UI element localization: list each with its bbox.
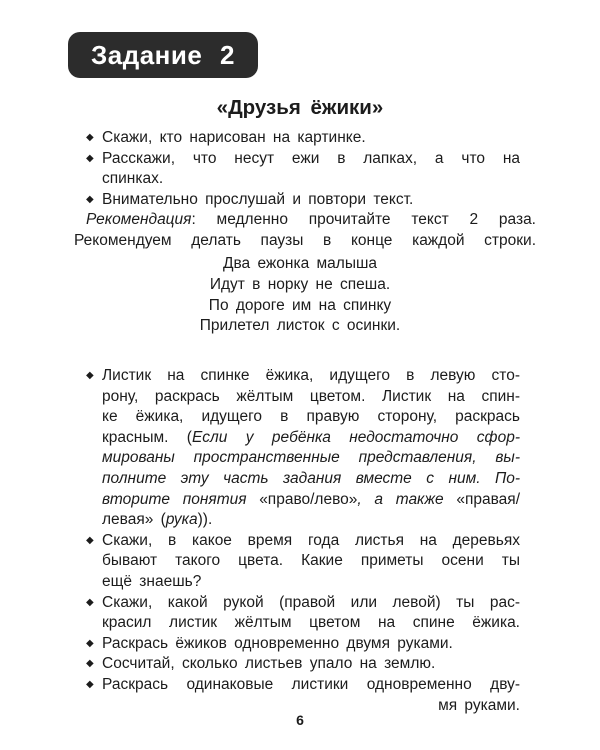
page-number: 6 [296,712,304,728]
poem-line: Прилетел листок с осинки. [199,317,401,335]
bullet-item [86,593,520,634]
task-badge: Задание 2 [68,32,258,78]
poem-line: Два ежонка малыша [222,255,378,272]
bullet-line: мя руками. [438,696,520,714]
bullet-item [86,128,520,149]
bullet-item [86,149,520,190]
recommendation-line [74,210,536,231]
bullet-line: ◆ Расскажи, что несут ежи в лапках, а что на [102,149,520,167]
note-italic: полните эту часть задания вместе с ним. По- [102,469,520,487]
bullet-line: ◆ Сосчитай, сколько листьев упало на землю. [102,655,436,673]
bullet-line: бывают такого цвета. Какие приметы осени ты [102,552,520,570]
bullet-item [86,634,520,655]
bullet-text: Скажи, кто нарисован на картинке. [102,129,366,146]
bullet-item [86,531,520,593]
bullet-line: ◆ Раскрась одинаковые листики одновременно дву- [102,675,520,693]
bullet-item [86,654,520,675]
bullet-line [102,490,520,511]
quoted-term: «право/лево» [259,490,358,508]
task-list [86,366,520,716]
bullet-line: красил листик жёлтым цветом на спине ёжика. [102,614,520,632]
bullet-line [102,469,520,490]
bullet-line [102,510,520,531]
recommendation-line: Рекомендуем делать паузы в конце каждой строки. [74,231,536,249]
bullet-line: ◆ Скажи, какой рукой (правой или левой) ты рас- [102,593,520,611]
bullet-line: ке ёжика, идущего в правую сторону, раскрась [102,408,520,426]
note-italic: , а также [357,490,457,508]
quoted-term: левая» [102,511,154,529]
note-italic: Если у ребёнка недостаточно сфор- [191,428,520,446]
bullet-line: ◆ Листик на спинке ёжика, идущего в левую сто- [102,367,520,384]
story-title: «Друзья ёжики» [216,96,384,119]
bullet-line: ещё знаешь? [102,572,202,590]
intro-section [74,128,536,252]
bullet-line [102,448,520,469]
bullet-line: ◆ Раскрась ёжиков одновременно двумя руками. [102,634,453,652]
bullet-text: красным. ( [102,428,192,446]
bullet-item [86,366,520,531]
bullet-line: спинках. [102,170,164,188]
recommendation-text: : медленно прочитайте текст 2 раза. [191,211,536,229]
poem-line: Идут в норку не спеша. [209,275,391,293]
note-italic: вторите понятия [102,490,260,508]
recommendation-label: Рекомендация [86,211,192,229]
bullet-text: ( [153,511,166,529]
note-italic: рука [165,511,198,529]
note-italic: мированы пространственные представления, вы- [102,449,520,467]
bullet-line: рону, раскрась жёлтым цветом. Листик на спин- [102,387,520,405]
poem [0,254,600,337]
poem-line: По дороге им на спинку [208,296,392,314]
bullet-item [86,190,520,211]
bullet-text: Внимательно прослушай и повтори текст. [102,190,414,208]
bullet-text: )). [197,511,213,529]
bullet-item [86,675,520,716]
recommendation [74,210,536,251]
bullet-line: ◆ Скажи, в какое время года листья на деревьях [102,531,520,549]
bullet-line [102,428,520,449]
quoted-term: «правая/ [456,490,520,508]
